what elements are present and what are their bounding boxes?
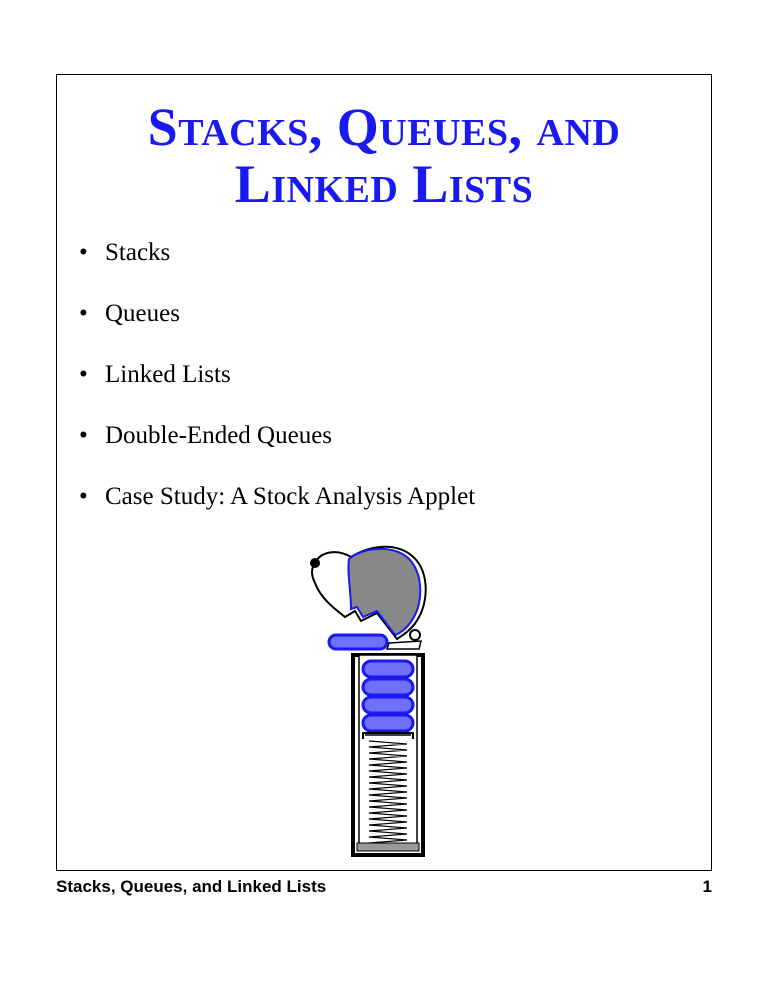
stack-item-icon [363, 661, 413, 677]
slide-footer [56, 877, 712, 901]
hinge-icon [410, 630, 420, 640]
ejected-item-icon [329, 635, 387, 649]
topic-label: Double-Ended Queues [105, 422, 333, 449]
topic-label: Case Study: A Stock Analysis Applet [105, 483, 476, 510]
stack-item-icon [363, 715, 413, 731]
pez-dispenser-illustration [307, 543, 447, 863]
title-line-2: Linked Lists [234, 154, 534, 214]
slide-frame [56, 74, 712, 871]
topic-item [79, 422, 475, 483]
bullet-icon: • [79, 422, 88, 449]
bullet-icon: • [79, 239, 88, 266]
dispenser-hat-icon [348, 549, 420, 635]
topic-label: Stacks [105, 239, 171, 266]
slide-title [57, 99, 711, 213]
topic-item [79, 483, 475, 544]
dispenser-base [357, 843, 419, 851]
stack-item-icon [363, 679, 413, 695]
dispenser-nose-icon [310, 558, 320, 568]
footer-title: Stacks, Queues, and Linked Lists [56, 877, 327, 896]
topic-item [79, 361, 475, 422]
bullet-icon: • [79, 361, 88, 388]
title-line-1: Stacks, Queues, and [147, 97, 621, 157]
topic-list [79, 239, 475, 544]
topic-item [79, 239, 475, 300]
topic-label: Queues [105, 300, 180, 327]
stack-item-icon [363, 697, 413, 713]
bullet-icon: • [79, 483, 88, 510]
topic-item [79, 300, 475, 361]
bullet-icon: • [79, 300, 88, 327]
page-number: 1 [702, 877, 712, 896]
topic-label: Linked Lists [105, 361, 231, 388]
